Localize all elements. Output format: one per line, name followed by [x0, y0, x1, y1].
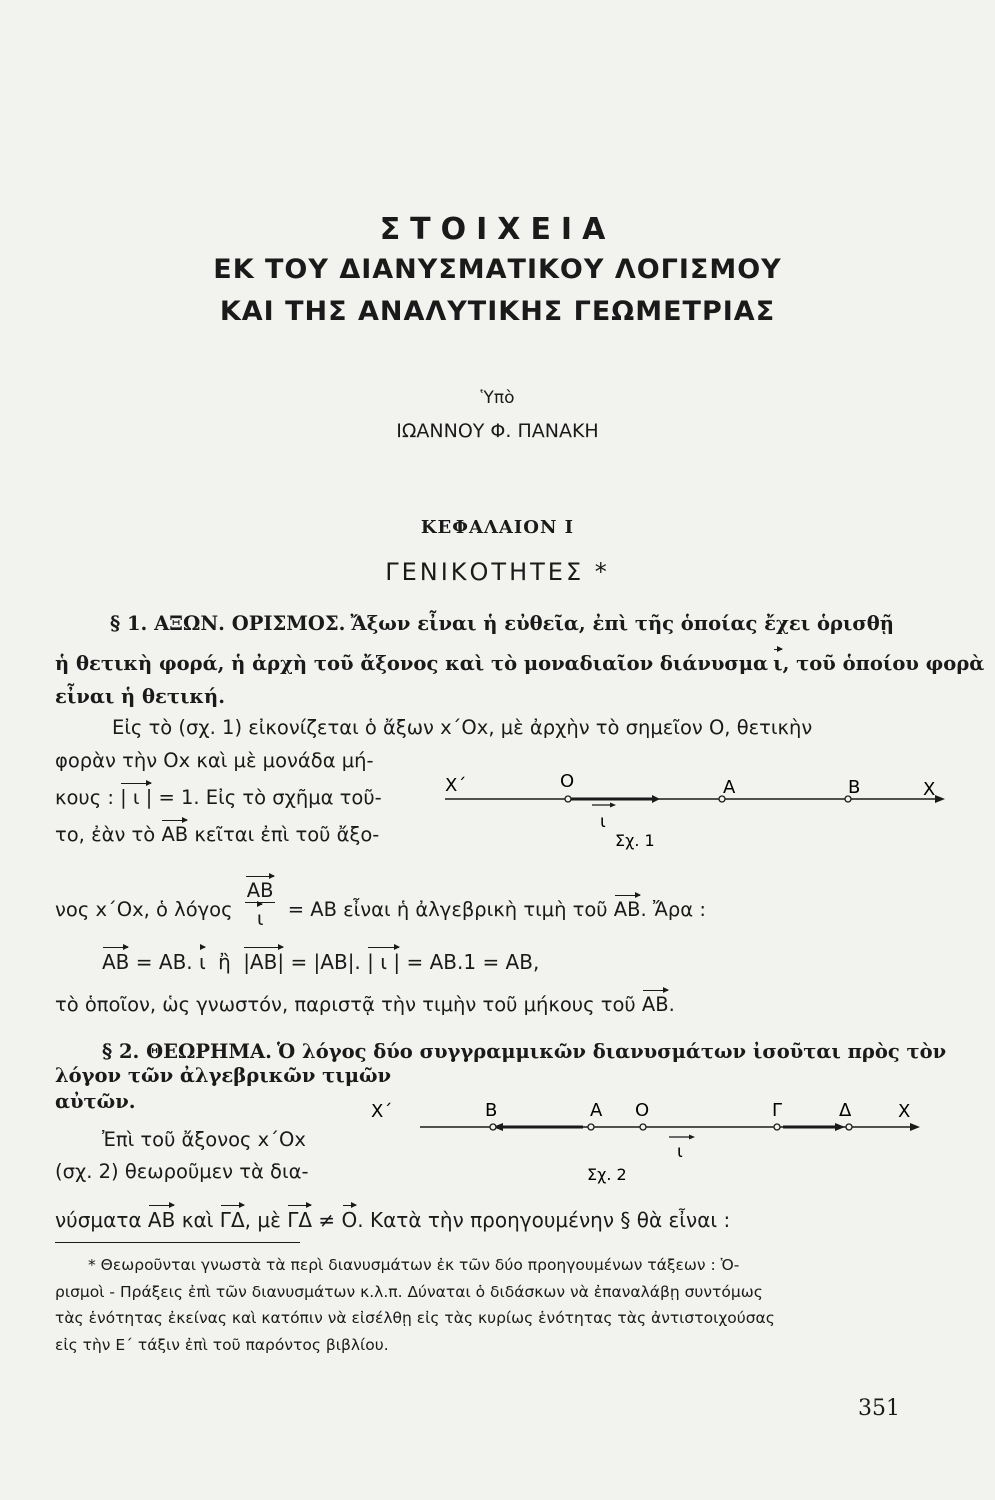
- title-line-2: ΕΚ ΤΟΥ ΔΙΑΝΥΣΜΑΤΙΚΟΥ ΛΟΓΙΣΜΟΥ: [213, 254, 782, 285]
- equation-1: AB = AB. ι ἢ |AB| = |AB|. | ι | = AB.1 = AB,: [102, 950, 540, 974]
- author-by: Ὑπὸ: [480, 388, 515, 408]
- section-2-line-2: λόγον τῶν ἀλγεβρικῶν τιμῶν: [55, 1064, 392, 1087]
- label-unit: ι: [600, 812, 606, 832]
- vector-AB: AB: [613, 898, 641, 921]
- label-B: Β: [485, 1100, 498, 1121]
- label-A: Α: [723, 777, 736, 798]
- abs-unit-vector: | ι |: [367, 950, 401, 974]
- section-1-def-line-1: [110, 612, 894, 635]
- footnote-line-1: * Θεωροῦνται γνωστὰ τὰ περὶ διανυσμάτων ἐκ τῶν δύο προηγουμένων τάξεων : Ὁ-: [88, 1256, 740, 1274]
- vector-GD: ΓΔ: [287, 1208, 313, 1232]
- figure-2-caption: Σχ. 2: [587, 1165, 627, 1184]
- vector-AB: AB: [102, 950, 130, 974]
- point-O: [640, 1124, 646, 1130]
- label-A: Α: [590, 1100, 603, 1121]
- label-O: Ο: [635, 1100, 650, 1121]
- footnote-rule: [55, 1242, 300, 1243]
- section-1-def-a: Ἄξων εἶναι ἡ εὐθεῖα, ἐπὶ τῆς ὁποίας ἔχει ὁρισθῇ: [350, 612, 894, 635]
- section-1-p6: τὸ ὁποῖον, ὡς γνωστόν, παριστᾷ τὴν τιμὴν τοῦ μήκους τοῦ AB.: [55, 993, 675, 1016]
- section-2-p1: Ἐπὶ τοῦ ἄξονος x΄Ox: [102, 1128, 306, 1151]
- section-1-p2: φορὰν τὴν Ox καὶ μὲ μονάδα μή-: [55, 749, 374, 772]
- title-line-1: ΣΤΟΙΧΕΙΑ: [379, 212, 616, 247]
- section-1-p1: Εἰς τὸ (σχ. 1) εἰκονίζεται ὁ ἄξων x΄Ox, μὲ ἀρχὴν τὸ σημεῖον Ο, θετικὴν: [112, 716, 813, 739]
- axis-arrowhead: [935, 795, 945, 803]
- footnote-line-2: ρισμοὶ - Πράξεις ἐπὶ τῶν διανυσμάτων κ.λ.π. Δύναται ὁ διδάσκων νὰ ἐπαναλάβῃ συντόμως: [55, 1283, 763, 1301]
- section-1-p5: νος x΄Ox, ὁ λόγος $\frac{AB}{\iota}$ = AB εἶναι ἡ ἀλγεβρικὴ τιμὴ τοῦ AB. Ἄρα :: [55, 879, 706, 930]
- vector-AB: AB: [641, 993, 669, 1016]
- chapter-label: ΚΕΦΑΛΑΙΟΝ Ι: [420, 517, 575, 538]
- figure-2: [365, 1095, 925, 1190]
- section-1-p3: κους : | ι | = 1. Εἰς τὸ σχῆμα τοῦ-: [55, 786, 382, 809]
- vector-GD-arrowhead: [835, 1123, 845, 1131]
- point-G: [774, 1124, 780, 1130]
- abs-vector-AB: |AB|: [243, 950, 285, 974]
- vector-GD: ΓΔ: [219, 1208, 245, 1232]
- page-number: 351: [858, 1396, 900, 1421]
- section-2-p2: (σχ. 2) θεωροῦμεν τὰ δια-: [55, 1160, 309, 1183]
- section-2-line-1: § 2. ΘΕΩΡΗΜΑ. Ὁ λόγος δύο συγγραμμικῶν διανυσμάτων ἰσοῦται πρὸς τὸν: [102, 1040, 947, 1063]
- label-G: Γ: [772, 1100, 783, 1121]
- point-B: [490, 1124, 496, 1130]
- ratio-fraction: [245, 879, 276, 930]
- ratio-numerator: AB: [246, 879, 274, 902]
- ratio-denominator: ι: [256, 907, 264, 930]
- unit-vector-iota: ι: [199, 950, 206, 974]
- author-name: ΙΩΑΝΝΟΥ Φ. ΠΑΝΑΚΗ: [396, 420, 599, 442]
- vector-AB: AB: [161, 823, 189, 846]
- unit-vector-arrowhead: [610, 803, 616, 808]
- section-1-def-line-3: εἶναι ἡ θετική.: [55, 685, 226, 708]
- abs-unit-vector: | ι |: [120, 786, 153, 809]
- label-unit: ι: [677, 1142, 683, 1162]
- axis-arrowhead: [910, 1123, 920, 1131]
- unit-vector-iota: ι: [773, 652, 783, 675]
- section-2-p3: νύσματα AB καὶ ΓΔ, μὲ ΓΔ ≠ O. Κατὰ τὴν προηγουμένην § θὰ εἶναι :: [55, 1208, 731, 1232]
- footnote-line-4: εἰς τὴν Ε΄ τάξιν ἐπὶ τοῦ παρόντος βιβλίου.: [55, 1336, 389, 1354]
- vector-AB: AB: [147, 1208, 176, 1232]
- chapter-title: ΓΕΝΙΚΟΤΗΤΕΣ *: [385, 558, 610, 586]
- zero-vector: O: [341, 1208, 358, 1232]
- footnote-line-3: τὰς ἑνότητας ἐκείνας καὶ κατόπιν νὰ εἰσέλθῃ εἰς τὰς κυρίως ἑνότητας τὰς ἀντιστοιχούσας: [55, 1309, 775, 1327]
- segment-arrowhead: [652, 795, 660, 803]
- label-D: Δ: [839, 1100, 852, 1121]
- figure-1-caption: Σχ. 1: [615, 831, 655, 850]
- point-O: [565, 796, 571, 802]
- section-1-def-line-2: ἡ θετικὴ φορά, ἡ ἀρχὴ τοῦ ἄξονος καὶ τὸ μοναδιαῖον διάνυσμα ι, τοῦ ὁποίου φορὰ: [55, 652, 985, 675]
- title-line-3: ΚΑΙ ΤΗΣ ΑΝΑΛΥΤΙΚΗΣ ΓΕΩΜΕΤΡΙΑΣ: [219, 296, 776, 327]
- section-1-heading: § 1. ΑΞΩΝ. ΟΡΙΣΜΟΣ.: [110, 612, 346, 635]
- section-2-heading: § 2. ΘΕΩΡΗΜΑ.: [102, 1040, 272, 1063]
- point-D: [846, 1124, 852, 1130]
- figure-1: [430, 765, 950, 860]
- label-xprime: Χ΄: [445, 775, 467, 796]
- label-X: Χ: [923, 779, 936, 800]
- label-xprime: Χ΄: [371, 1101, 393, 1122]
- label-B: Β: [848, 777, 861, 798]
- point-A: [588, 1124, 594, 1130]
- unit-vector-arrowhead: [689, 1135, 695, 1140]
- label-O: Ο: [560, 771, 575, 792]
- section-2-line-3: αὐτῶν.: [55, 1090, 136, 1113]
- section-1-p4: το, ἐὰν τὸ AB κεῖται ἐπὶ τοῦ ἄξο-: [55, 823, 380, 846]
- label-X: Χ: [898, 1101, 911, 1122]
